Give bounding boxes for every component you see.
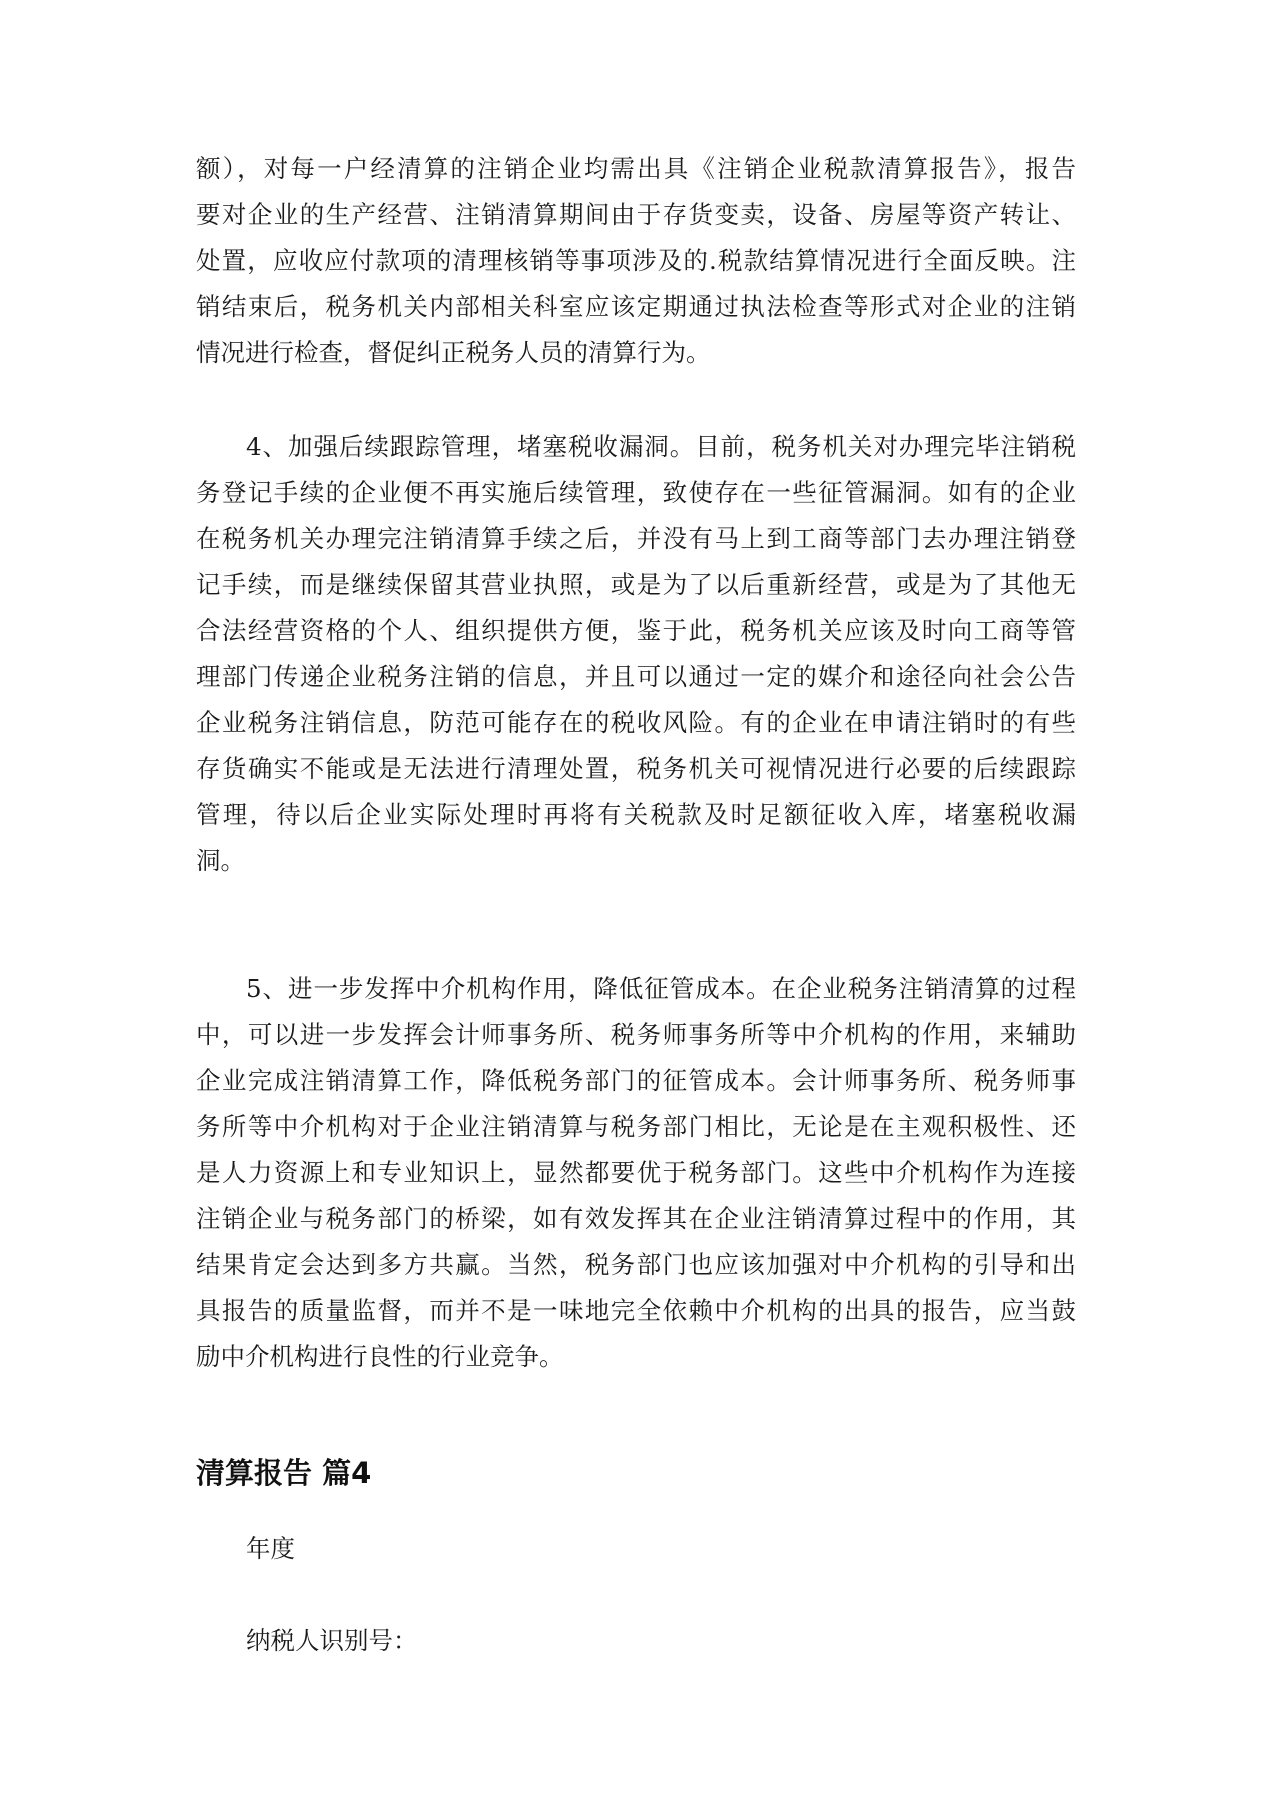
paragraph-2 [196,424,1076,884]
paragraph-line: 处置，应收应付款项的清理核销等事项涉及的.税款结算情况进行全面反映。注 [196,246,1076,275]
year-label: 年度 [246,1534,295,1563]
paragraph-line: 记手续，而是继续保留其营业执照，或是为了以后重新经营，或是为了其他无 [196,570,1076,599]
paragraph-line: 励中介机构进行良性的行业竞争。 [196,1342,564,1371]
paragraph-line: 要对企业的生产经营、注销清算期间由于存货变卖，设备、房屋等资产转让、 [196,200,1076,229]
paragraph-line: 具报告的质量监督，而并不是一味地完全依赖中介机构的出具的报告，应当鼓 [196,1296,1076,1325]
paragraph-1 [196,146,1076,376]
paragraph-line: 结果肯定会达到多方共赢。当然，税务部门也应该加强对中介机构的引导和出 [196,1250,1076,1279]
paragraph-line: 务所等中介机构对于企业注销清算与税务部门相比，无论是在主观积极性、还 [196,1112,1076,1141]
paragraph-3 [196,966,1076,1380]
paragraph-line: 企业税务注销信息，防范可能存在的税收风险。有的企业在申请注销时的有些 [196,708,1076,737]
paragraph-line: 管理，待以后企业实际处理时再将有关税款及时足额征收入库，堵塞税收漏 [196,800,1076,829]
taxpayer-id-label: 纳税人识别号： [246,1626,418,1655]
paragraph-line: 存货确实不能或是无法进行清理处置，税务机关可视情况进行必要的后续跟踪 [196,754,1076,783]
section-heading: 清算报告 篇4 [196,1456,372,1490]
paragraph-line: 洞。 [196,846,245,875]
paragraph-line: 在税务机关办理完注销清算手续之后，并没有马上到工商等部门去办理注销登 [196,524,1076,553]
paragraph-line: 理部门传递企业税务注销的信息，并且可以通过一定的媒介和途径向社会公告 [196,662,1076,691]
paragraph-line: 销结束后，税务机关内部相关科室应该定期通过执法检查等形式对企业的注销 [196,292,1076,321]
paragraph-line: 5、进一步发挥中介机构作用，降低征管成本。在企业税务注销清算的过程 [246,974,1076,1003]
paragraph-line: 务登记手续的企业便不再实施后续管理，致使存在一些征管漏洞。如有的企业 [196,478,1076,507]
paragraph-line: 4、加强后续跟踪管理，堵塞税收漏洞。目前，税务机关对办理完毕注销税 [246,432,1076,461]
paragraph-line: 企业完成注销清算工作，降低税务部门的征管成本。会计师事务所、税务师事 [196,1066,1076,1095]
paragraph-line: 额），对每一户经清算的注销企业均需出具《注销企业税款清算报告》，报告 [196,154,1076,183]
paragraph-line: 是人力资源上和专业知识上，显然都要优于税务部门。这些中介机构作为连接 [196,1158,1076,1187]
paragraph-line: 注销企业与税务部门的桥梁，如有效发挥其在企业注销清算过程中的作用，其 [196,1204,1076,1233]
paragraph-line: 合法经营资格的个人、组织提供方便，鉴于此，税务机关应该及时向工商等管 [196,616,1076,645]
paragraph-line: 情况进行检查，督促纠正税务人员的清算行为。 [196,338,711,367]
paragraph-line: 中，可以进一步发挥会计师事务所、税务师事务所等中介机构的作用，来辅助 [196,1020,1076,1049]
